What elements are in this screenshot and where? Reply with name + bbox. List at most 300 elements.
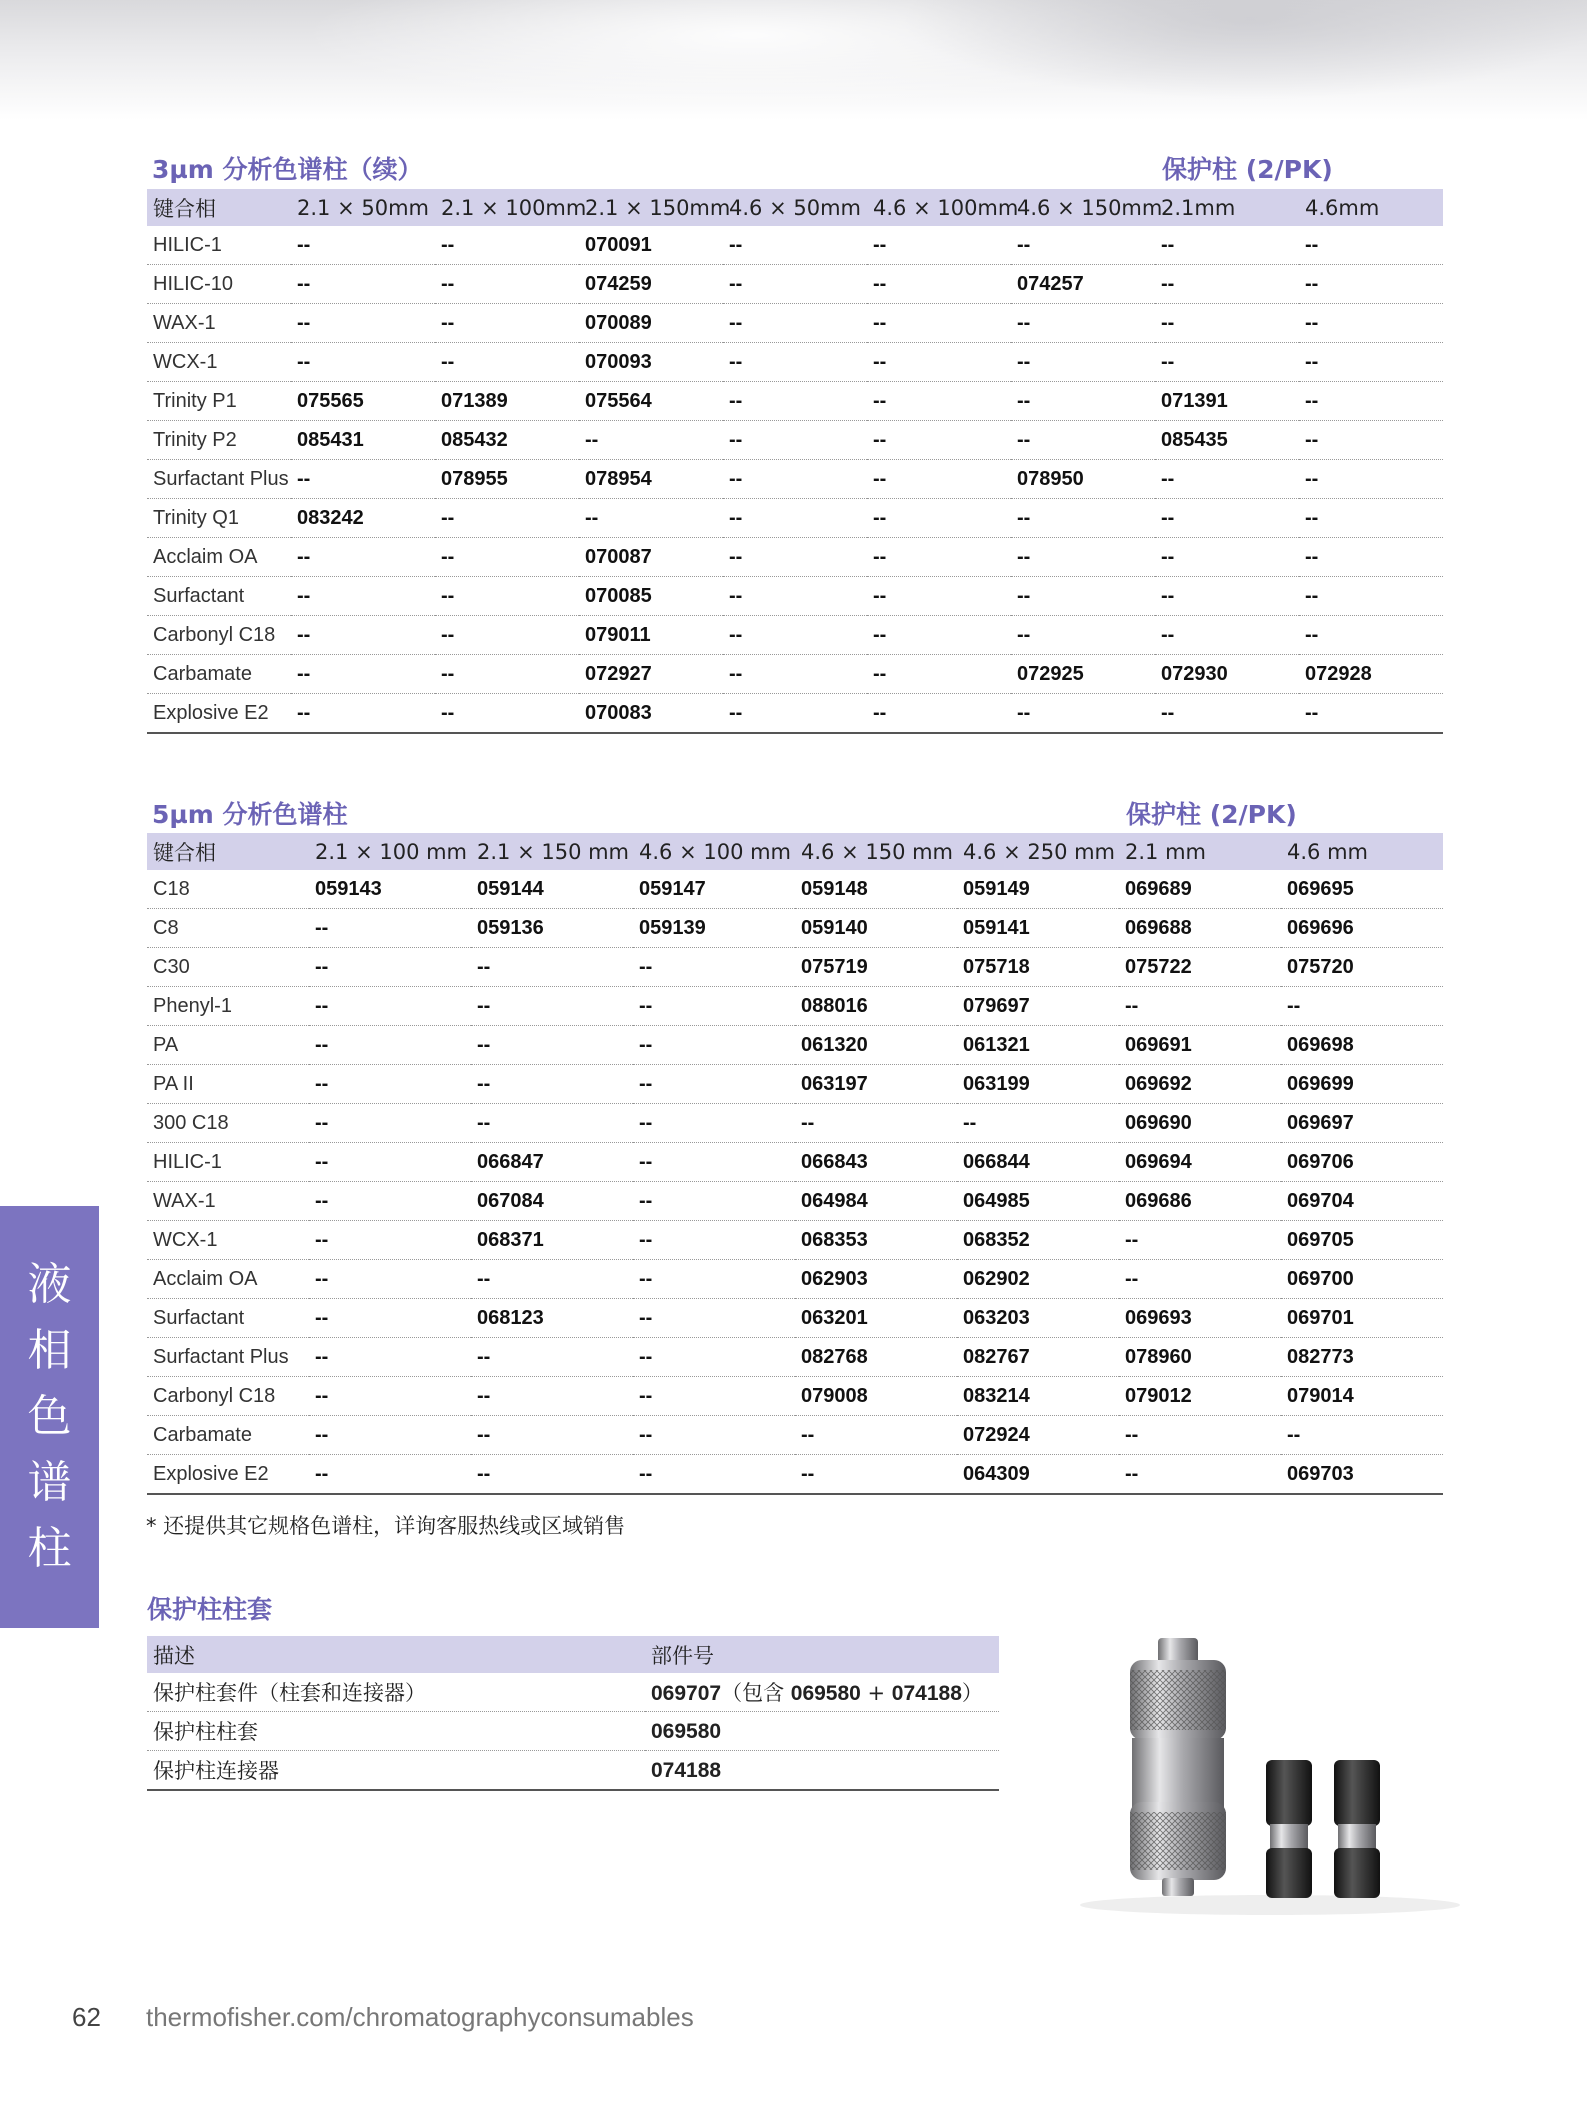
part-number-cell: --	[1011, 499, 1155, 538]
part-number-cell: --	[309, 1104, 471, 1143]
part-number-cell: --	[1299, 265, 1443, 304]
part-number-cell: 066843	[795, 1143, 957, 1182]
part-number-cell: 070093	[579, 343, 723, 382]
part-number-cell: 071391	[1155, 382, 1299, 421]
part-number-cell: --	[723, 265, 867, 304]
phase-name: Carbamate	[147, 1416, 309, 1455]
guard-cartridge-holder	[1130, 1638, 1226, 1896]
part-number-cell: --	[309, 1416, 471, 1455]
part-number-cell: --	[633, 1104, 795, 1143]
part-number-cell: 069694	[1119, 1143, 1281, 1182]
table-header-row	[147, 833, 1443, 870]
table-row	[147, 265, 1443, 304]
kit-note-plus: +	[860, 1681, 892, 1705]
part-number-cell: 069695	[1281, 870, 1443, 909]
part-number-cell: --	[795, 1104, 957, 1143]
part-number-cell: 063203	[957, 1299, 1119, 1338]
header-dimension: 4.6 × 100 mm	[633, 833, 795, 870]
part-number-cell: --	[723, 577, 867, 616]
part-number-cell: --	[723, 616, 867, 655]
kit-part	[645, 1673, 999, 1712]
side-tab-char: 相	[27, 1325, 72, 1376]
part-number-cell: --	[723, 460, 867, 499]
part-number-cell: 072925	[1011, 655, 1155, 694]
part-number-cell: --	[633, 1221, 795, 1260]
part-number-cell: --	[1299, 616, 1443, 655]
part-number-cell: --	[867, 499, 1011, 538]
phase-name: C8	[147, 909, 309, 948]
table-row	[147, 304, 1443, 343]
guard-cartridge	[1334, 1760, 1380, 1898]
header-dimension: 2.1 × 50mm	[291, 189, 435, 226]
kit-header-desc: 描述	[147, 1636, 645, 1673]
kit-note-prefix: （包含	[721, 1681, 791, 1705]
part-number-cell: 059148	[795, 870, 957, 909]
part-number-cell: --	[291, 694, 435, 734]
part-number-cell: 085431	[291, 421, 435, 460]
part-number-cell: --	[723, 382, 867, 421]
phase-name: Phenyl-1	[147, 987, 309, 1026]
phase-name: WCX-1	[147, 1221, 309, 1260]
phase-name: Explosive E2	[147, 694, 291, 734]
part-number-cell: 059141	[957, 909, 1119, 948]
header-dimension: 2.1 mm	[1119, 833, 1281, 870]
part-number-cell: --	[867, 226, 1011, 265]
part-number-cell: 059147	[633, 870, 795, 909]
part-number-cell: --	[957, 1104, 1119, 1143]
part-number-cell: --	[471, 1455, 633, 1495]
phase-name: Trinity P2	[147, 421, 291, 460]
phase-name: Trinity Q1	[147, 499, 291, 538]
part-number-cell: --	[291, 265, 435, 304]
part-number-cell: 074257	[1011, 265, 1155, 304]
part-number-cell: 069699	[1281, 1065, 1443, 1104]
part-number-cell: 075564	[579, 382, 723, 421]
table-row	[147, 987, 1443, 1026]
part-number-cell: 066844	[957, 1143, 1119, 1182]
table-row	[147, 343, 1443, 382]
part-number-cell: --	[1011, 694, 1155, 734]
part-number-cell: --	[435, 655, 579, 694]
part-number-cell: --	[1155, 304, 1299, 343]
table-row	[147, 1338, 1443, 1377]
part-number-cell: 063197	[795, 1065, 957, 1104]
part-number-cell: --	[471, 1065, 633, 1104]
part-number-cell: --	[291, 343, 435, 382]
part-number-cell: 078950	[1011, 460, 1155, 499]
table-row	[147, 1143, 1443, 1182]
part-number-cell: --	[309, 1299, 471, 1338]
part-number-cell: --	[309, 1377, 471, 1416]
part-number-cell: --	[309, 1026, 471, 1065]
part-number-cell: --	[1155, 343, 1299, 382]
table-row	[147, 1299, 1443, 1338]
part-number-cell: 072924	[957, 1416, 1119, 1455]
table-row	[147, 226, 1443, 265]
table-row	[147, 870, 1443, 909]
part-number-cell: --	[471, 1338, 633, 1377]
part-number-cell: --	[1119, 1260, 1281, 1299]
kit-part-number: 074188	[651, 1758, 722, 1782]
part-number-cell: --	[435, 577, 579, 616]
header-bonded-phase: 键合相	[147, 189, 291, 226]
part-number-cell: --	[1281, 1416, 1443, 1455]
part-number-cell: --	[867, 343, 1011, 382]
header-dimension: 4.6 × 50mm	[723, 189, 867, 226]
part-number-cell: --	[867, 577, 1011, 616]
part-number-cell: 059149	[957, 870, 1119, 909]
table-row	[147, 1416, 1443, 1455]
part-number-cell: --	[291, 538, 435, 577]
part-number-cell: --	[471, 948, 633, 987]
part-number-cell: --	[291, 226, 435, 265]
part-number-cell: 069697	[1281, 1104, 1443, 1143]
part-number-cell: --	[435, 226, 579, 265]
part-number-cell: 085432	[435, 421, 579, 460]
part-number-cell: --	[309, 1455, 471, 1495]
part-number-cell: --	[867, 421, 1011, 460]
part-number-cell: 069705	[1281, 1221, 1443, 1260]
part-number-cell: --	[1299, 694, 1443, 734]
part-number-cell: 072928	[1299, 655, 1443, 694]
phase-name: Carbonyl C18	[147, 616, 291, 655]
part-number-cell: 071389	[435, 382, 579, 421]
part-number-cell: 059136	[471, 909, 633, 948]
part-number-cell: --	[471, 1377, 633, 1416]
part-number-cell: --	[795, 1455, 957, 1495]
part-number-cell: 069692	[1119, 1065, 1281, 1104]
table-row	[147, 499, 1443, 538]
part-number-cell: --	[633, 987, 795, 1026]
table-row	[147, 421, 1443, 460]
header-dimension: 2.1 × 150 mm	[471, 833, 633, 870]
part-number-cell: 072930	[1155, 655, 1299, 694]
part-number-cell: --	[633, 1338, 795, 1377]
part-number-cell: 062903	[795, 1260, 957, 1299]
header-dimension: 4.6 × 100mm	[867, 189, 1011, 226]
part-number-cell: 069686	[1119, 1182, 1281, 1221]
table-row	[147, 616, 1443, 655]
kit-desc: 保护柱套件（柱套和连接器）	[147, 1673, 645, 1712]
footer-url: thermofisher.com/chromatographyconsumables	[146, 2002, 694, 2032]
part-number-cell: --	[1011, 382, 1155, 421]
table-3um-columns	[147, 189, 1443, 734]
part-number-cell: --	[633, 1026, 795, 1065]
part-number-cell: --	[633, 1416, 795, 1455]
kit-section-title: 保护柱柱套	[147, 1595, 273, 1624]
part-number-cell: --	[291, 577, 435, 616]
part-number-cell: --	[309, 1221, 471, 1260]
part-number-cell: --	[867, 304, 1011, 343]
table-row	[147, 1065, 1443, 1104]
part-number-cell: --	[1299, 499, 1443, 538]
table-row	[147, 538, 1443, 577]
part-number-cell: --	[633, 948, 795, 987]
table-row	[147, 1221, 1443, 1260]
part-number-cell: 063201	[795, 1299, 957, 1338]
part-number-cell: --	[579, 499, 723, 538]
part-number-cell: --	[1011, 538, 1155, 577]
kit-row	[147, 1751, 999, 1791]
part-number-cell: --	[309, 1065, 471, 1104]
header-dimension: 4.6 mm	[1281, 833, 1443, 870]
part-number-cell: --	[471, 1026, 633, 1065]
phase-name: Surfactant Plus	[147, 460, 291, 499]
part-number-cell: 059143	[309, 870, 471, 909]
part-number-cell: --	[867, 655, 1011, 694]
part-number-cell: --	[723, 226, 867, 265]
part-number-cell: --	[633, 1455, 795, 1495]
part-number-cell: 078954	[579, 460, 723, 499]
part-number-cell: 069703	[1281, 1455, 1443, 1495]
header-dimension: 2.1 × 150mm	[579, 189, 723, 226]
part-number-cell: --	[723, 304, 867, 343]
part-number-cell: --	[633, 1182, 795, 1221]
phase-name: Trinity P1	[147, 382, 291, 421]
part-number-cell: 069700	[1281, 1260, 1443, 1299]
section-title-5um: 5µm 分析色谱柱	[152, 800, 348, 829]
part-number-cell: --	[471, 1104, 633, 1143]
part-number-cell: --	[435, 265, 579, 304]
part-number-cell: --	[723, 343, 867, 382]
part-number-cell: 059139	[633, 909, 795, 948]
part-number-cell: --	[867, 460, 1011, 499]
part-number-cell: 070091	[579, 226, 723, 265]
part-number-cell: 078960	[1119, 1338, 1281, 1377]
part-number-cell: --	[1299, 382, 1443, 421]
part-number-cell: --	[1299, 460, 1443, 499]
part-number-cell: --	[867, 616, 1011, 655]
phase-name: C30	[147, 948, 309, 987]
kit-desc: 保护柱柱套	[147, 1712, 645, 1751]
page-number: 62	[72, 2002, 101, 2032]
phase-name: Surfactant Plus	[147, 1338, 309, 1377]
header-dimension: 2.1 × 100mm	[435, 189, 579, 226]
part-number-cell: --	[291, 304, 435, 343]
part-number-cell: 062902	[957, 1260, 1119, 1299]
part-number-cell: 069693	[1119, 1299, 1281, 1338]
part-number-cell: --	[309, 1143, 471, 1182]
table-row	[147, 382, 1443, 421]
part-number-cell: 061320	[795, 1026, 957, 1065]
phase-name: Surfactant	[147, 1299, 309, 1338]
part-number-cell: 082773	[1281, 1338, 1443, 1377]
part-number-cell: --	[1155, 577, 1299, 616]
table-row	[147, 1182, 1443, 1221]
part-number-cell: --	[867, 694, 1011, 734]
side-tab-char: 柱	[27, 1523, 72, 1574]
kit-note-part-b: 074188	[891, 1682, 962, 1705]
part-number-cell: --	[435, 343, 579, 382]
phase-name: WAX-1	[147, 1182, 309, 1221]
part-number-cell: --	[1011, 343, 1155, 382]
part-number-cell: 075720	[1281, 948, 1443, 987]
phase-name: HILIC-10	[147, 265, 291, 304]
part-number-cell: --	[471, 1416, 633, 1455]
part-number-cell: --	[1299, 304, 1443, 343]
kit-part	[645, 1712, 999, 1751]
part-number-cell: 059144	[471, 870, 633, 909]
phase-name: HILIC-1	[147, 226, 291, 265]
part-number-cell: --	[1011, 616, 1155, 655]
header-decoration	[0, 0, 1587, 120]
part-number-cell: 082767	[957, 1338, 1119, 1377]
part-number-cell: 075565	[291, 382, 435, 421]
part-number-cell: 079697	[957, 987, 1119, 1026]
table-row	[147, 948, 1443, 987]
part-number-cell: 067084	[471, 1182, 633, 1221]
table-row	[147, 694, 1443, 734]
part-number-cell: --	[1119, 1455, 1281, 1495]
part-number-cell: 085435	[1155, 421, 1299, 460]
part-number-cell: --	[435, 538, 579, 577]
part-number-cell: --	[309, 1338, 471, 1377]
phase-name: Acclaim OA	[147, 538, 291, 577]
phase-name: WCX-1	[147, 343, 291, 382]
side-tab-char: 色	[27, 1391, 72, 1442]
part-number-cell: --	[309, 1182, 471, 1221]
part-number-cell: 079008	[795, 1377, 957, 1416]
phase-name: HILIC-1	[147, 1143, 309, 1182]
part-number-cell: --	[435, 694, 579, 734]
part-number-cell: 075719	[795, 948, 957, 987]
header-dimension: 4.6 × 150mm	[1011, 189, 1155, 226]
part-number-cell: 061321	[957, 1026, 1119, 1065]
part-number-cell: 064984	[795, 1182, 957, 1221]
part-number-cell: --	[723, 655, 867, 694]
part-number-cell: --	[435, 616, 579, 655]
part-number-cell: --	[579, 421, 723, 460]
header-dimension: 2.1mm	[1155, 189, 1299, 226]
phase-name: Carbamate	[147, 655, 291, 694]
part-number-cell: 083242	[291, 499, 435, 538]
part-number-cell: --	[1155, 460, 1299, 499]
part-number-cell: --	[1155, 694, 1299, 734]
table-row	[147, 655, 1443, 694]
kit-part	[645, 1751, 999, 1791]
part-number-cell: 079011	[579, 616, 723, 655]
kit-row	[147, 1673, 999, 1712]
part-number-cell: 068353	[795, 1221, 957, 1260]
table-row	[147, 1377, 1443, 1416]
part-number-cell: 075722	[1119, 948, 1281, 987]
part-number-cell: 069706	[1281, 1143, 1443, 1182]
header-dimension: 2.1 × 100 mm	[309, 833, 471, 870]
part-number-cell: 083214	[957, 1377, 1119, 1416]
part-number-cell: --	[867, 382, 1011, 421]
part-number-cell: 059140	[795, 909, 957, 948]
part-number-cell: --	[1119, 1416, 1281, 1455]
part-number-cell: --	[1299, 577, 1443, 616]
part-number-cell: 088016	[795, 987, 957, 1026]
table-row	[147, 460, 1443, 499]
part-number-cell: --	[309, 909, 471, 948]
side-tab-category	[0, 1206, 99, 1628]
table-header-row	[147, 189, 1443, 226]
part-number-cell: 069691	[1119, 1026, 1281, 1065]
part-number-cell: 070083	[579, 694, 723, 734]
phase-name: Carbonyl C18	[147, 1377, 309, 1416]
phase-name: WAX-1	[147, 304, 291, 343]
part-number-cell: --	[867, 538, 1011, 577]
part-number-cell: 070087	[579, 538, 723, 577]
table-row	[147, 577, 1443, 616]
part-number-cell: 068371	[471, 1221, 633, 1260]
part-number-cell: --	[1155, 499, 1299, 538]
part-number-cell: --	[309, 1260, 471, 1299]
part-number-cell: 079014	[1281, 1377, 1443, 1416]
guard-title-5um: 保护柱 (2/PK)	[1126, 800, 1297, 829]
part-number-cell: 069689	[1119, 870, 1281, 909]
phase-name: PA II	[147, 1065, 309, 1104]
part-number-cell: --	[291, 655, 435, 694]
header-dimension: 4.6 × 250 mm	[957, 833, 1119, 870]
part-number-cell: --	[1011, 421, 1155, 460]
part-number-cell: 075718	[957, 948, 1119, 987]
part-number-cell: 079012	[1119, 1377, 1281, 1416]
table-row	[147, 1026, 1443, 1065]
part-number-cell: --	[291, 616, 435, 655]
kit-part-number: 069580	[651, 1719, 722, 1743]
footnote: * 还提供其它规格色谱柱，详询客服热线或区域销售	[146, 1514, 626, 1538]
header-dimension: 4.6mm	[1299, 189, 1443, 226]
phase-name: 300 C18	[147, 1104, 309, 1143]
header-bonded-phase: 键合相	[147, 833, 309, 870]
part-number-cell: --	[1299, 538, 1443, 577]
part-number-cell: --	[1011, 226, 1155, 265]
table-5um-columns	[147, 833, 1443, 1495]
side-tab-char: 谱	[27, 1457, 72, 1508]
guard-title-3um: 保护柱 (2/PK)	[1162, 155, 1333, 184]
part-number-cell: 070085	[579, 577, 723, 616]
part-number-cell: --	[309, 987, 471, 1026]
kit-row	[147, 1712, 999, 1751]
kit-header-part: 部件号	[645, 1636, 999, 1673]
section-title-3um: 3µm 分析色谱柱（续）	[152, 155, 423, 184]
part-number-cell: --	[723, 538, 867, 577]
part-number-cell: --	[309, 948, 471, 987]
part-number-cell: --	[1155, 265, 1299, 304]
part-number-cell: --	[633, 1377, 795, 1416]
part-number-cell: 069688	[1119, 909, 1281, 948]
part-number-cell: 072927	[579, 655, 723, 694]
guard-column-kit-photo	[1070, 1620, 1470, 1920]
part-number-cell: --	[435, 304, 579, 343]
part-number-cell: 074259	[579, 265, 723, 304]
side-tab-char: 液	[27, 1259, 72, 1310]
part-number-cell: --	[1299, 421, 1443, 460]
part-number-cell: 069704	[1281, 1182, 1443, 1221]
part-number-cell: --	[1299, 226, 1443, 265]
part-number-cell: 068123	[471, 1299, 633, 1338]
phase-name: Surfactant	[147, 577, 291, 616]
part-number-cell: --	[1155, 616, 1299, 655]
kit-part-number: 069707	[651, 1682, 722, 1705]
table-row	[147, 1260, 1443, 1299]
part-number-cell: 066847	[471, 1143, 633, 1182]
part-number-cell: --	[795, 1416, 957, 1455]
part-number-cell: --	[1011, 577, 1155, 616]
kit-note-suffix: ）	[961, 1681, 983, 1705]
part-number-cell: 068352	[957, 1221, 1119, 1260]
table-row	[147, 1455, 1443, 1495]
part-number-cell: --	[1155, 226, 1299, 265]
phase-name: PA	[147, 1026, 309, 1065]
part-number-cell: 063199	[957, 1065, 1119, 1104]
part-number-cell: --	[633, 1065, 795, 1104]
phase-name: Acclaim OA	[147, 1260, 309, 1299]
part-number-cell: --	[867, 265, 1011, 304]
